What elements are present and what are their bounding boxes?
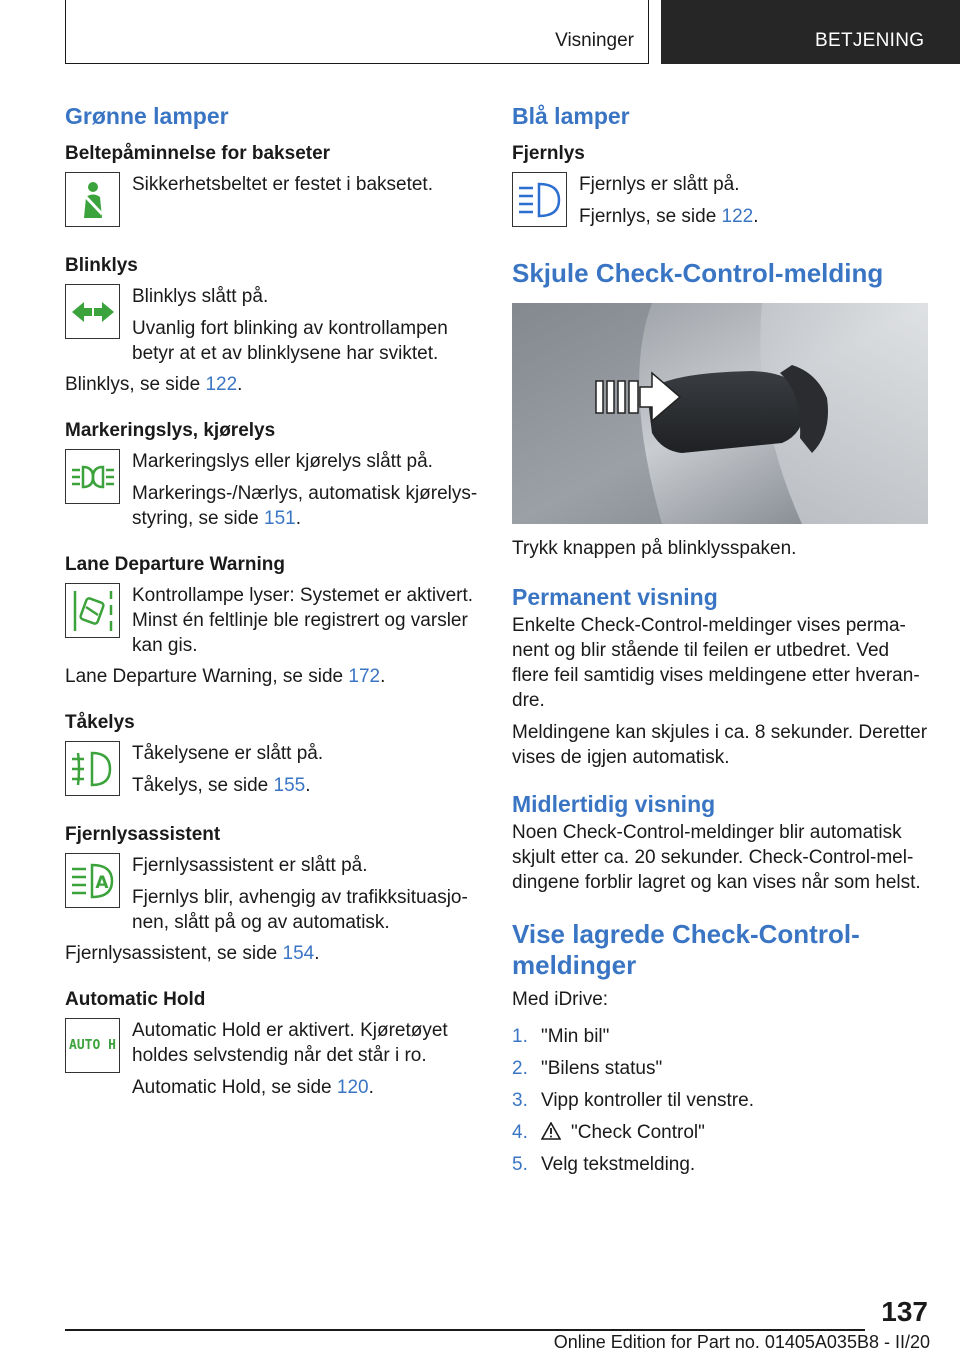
turn-signal-icon [65,284,120,339]
footer-divider [65,1329,865,1331]
page-reference: Fjernlysassistent, se side 154. [65,943,320,964]
lamp-block-fog-light [65,711,480,801]
page-reference: Lane Departure Warning, se side 172. [65,666,386,687]
page-link[interactable]: 122 [721,206,754,227]
turn-signal-stalk-photo [512,303,928,524]
list-item: 2. "Bilens status" [512,1058,663,1079]
lamp-description: Kontrollampe lyser: Systemet er aktivert. Minst én feltlinje ble registrert og varsler kan gis. [132,585,474,656]
page-link[interactable]: 151 [264,508,296,529]
lamp-heading: Automatic Hold [65,989,206,1010]
lamp-description: Fjernlys er slått på. [579,174,740,195]
lamp-heading: Fjernlysassistent [65,824,221,845]
permanent-paragraph-1: Enkelte Check-Control-meldinger vises permanent og blir stående til feilen er utbedret. Ved flere feil samtidig vises meldingene etter hverandre. [512,615,920,711]
fog-light-icon [65,741,120,796]
section-title-hide-check-control: Skjule Check-Control-melding [512,258,884,288]
lamp-description: Automatic Hold er aktivert. Kjøretøyet holdes selvstendig når det står i ro. [132,1020,448,1066]
stored-intro: Med iDrive: [512,989,609,1010]
temporary-paragraph: Noen Check-Control-meldinger blir automatisk skjult etter ca. 20 sekunder. Check-Control-meldingene forblir lagret og kan vises når som helst. [512,822,921,893]
footer-edition: Online Edition for Part no. 01405A035B8 - II/20 [553,1332,930,1352]
page-link[interactable]: 172 [348,666,381,687]
page-reference: Automatic Hold, se side 120. [132,1077,374,1098]
page-link[interactable]: 122 [205,374,238,395]
header-section-title: Visninger [555,30,634,51]
lamp-block-high-beam-assistant [65,823,480,966]
list-item: 3. Vipp kontroller til venstre. [512,1090,754,1111]
lamp-heading: Beltepåminnelse for bakseter [65,143,331,164]
seatbelt-icon [65,172,120,227]
list-item: 5. Velg tekstmelding. [512,1154,696,1175]
lamp-heading: Tåkelys [65,712,135,733]
lamp-heading: Lane Departure Warning [65,554,285,575]
section-title-green-lamps: Grønne lamper [65,103,229,129]
photo-caption: Trykk knappen på blinklysspaken. [512,538,797,559]
lamp-block-high-beam [512,142,930,232]
list-item: 4. "Check Control" [512,1122,705,1143]
list-item: 1. "Min bil" [512,1026,610,1047]
left-column [65,100,480,1100]
page-reference: Blinklys, se side 122. [65,374,243,395]
page-reference: Tåkelys, se side 155. [132,775,311,796]
section-title-stored-messages: Vise lagrede Check-Control-meldinger [512,919,860,980]
page-number: 137 [881,1296,928,1327]
lamp-heading: Fjernlys [512,143,585,164]
page-reference: Markerings-/Nærlys, automatisk kjørelysstyring, se side 151. [132,483,478,529]
warning-triangle-icon [541,1120,571,1145]
auto-hold-label: AUTO H [69,1038,116,1053]
lamp-description: Sikkerhetsbeltet er festet i baksetet. [132,174,433,195]
section-title-blue-lamps: Blå lamper [512,103,630,129]
lamp-description: Fjernlys blir, avhengig av trafikksituasjonen, slått på og av automatisk. [132,887,468,933]
page-link[interactable]: 154 [282,943,315,964]
lamp-description: Blinklys slått på. [132,286,269,307]
lamp-heading: Markeringslys, kjørelys [65,420,276,441]
lamp-description: Uvanlig fort blinking av kontrollampen betyr at et av blinklysene har sviktet. [132,318,448,364]
high-beam-assistant-icon [65,853,120,908]
lamp-description: Fjernlysassistent er slått på. [132,855,368,876]
section-title-temporary: Midlertidig visning [512,791,716,817]
auto-hold-icon [65,1018,120,1073]
header-section-box [65,0,649,64]
lamp-heading: Blinklys [65,255,138,276]
lamp-block-parking-light [65,419,480,531]
parking-light-icon [65,449,120,504]
svg-text:A: A [94,872,109,893]
header-chapter-box [661,0,960,64]
lamp-block-turn-signal [65,254,480,397]
high-beam-icon [512,172,567,227]
page-reference: Fjernlys, se side 122. [579,206,759,227]
lane-departure-icon [65,583,120,638]
section-title-permanent: Permanent visning [512,584,718,610]
lamp-block-seatbelt [65,142,480,232]
right-column [512,100,930,1184]
header-chapter-title: BETJENING [815,30,925,51]
lamp-block-lane-departure [65,553,480,689]
lamp-block-auto-hold [65,988,480,1100]
page-link[interactable]: 120 [336,1077,369,1098]
lamp-description: Markeringslys eller kjørelys slått på. [132,451,433,472]
page-link[interactable]: 155 [273,775,306,796]
steps-list [512,1024,930,1177]
lamp-description: Tåkelysene er slått på. [132,743,324,764]
permanent-paragraph-2: Meldingene kan skjules i ca. 8 sekunder. Deretter vises de igjen automatisk. [512,722,928,768]
